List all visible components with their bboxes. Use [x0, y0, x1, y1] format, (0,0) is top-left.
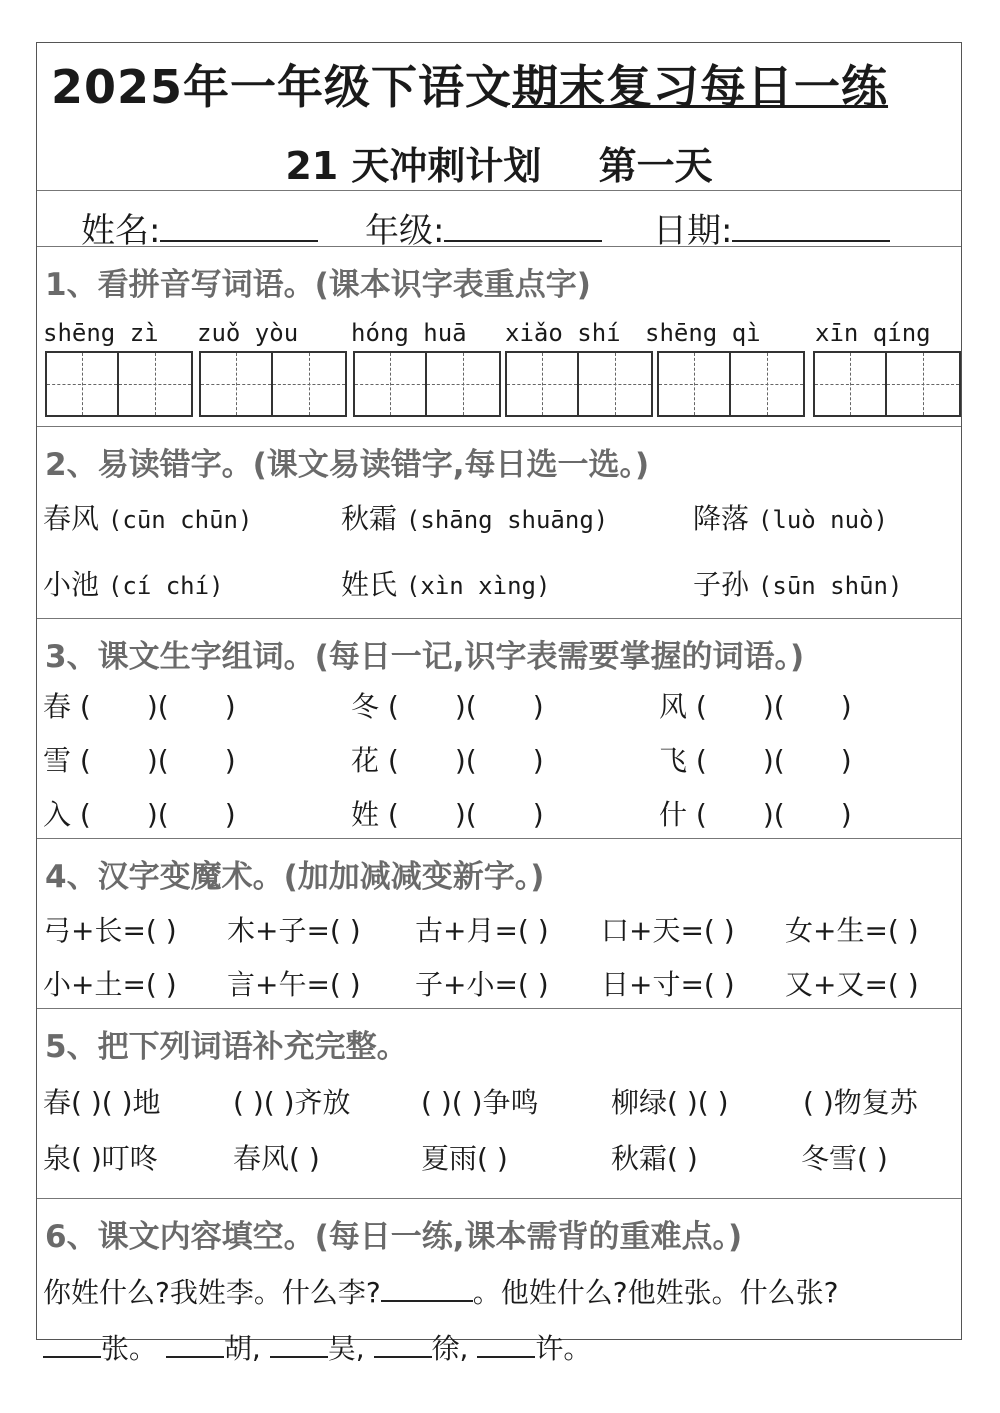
pinyin-6: xīn qíng — [815, 319, 931, 347]
date-label: 日期: — [653, 211, 733, 251]
tian-cell[interactable] — [273, 353, 345, 415]
misread-item — [693, 497, 888, 537]
misread-options[interactable]: (xìn xìng) — [405, 572, 551, 600]
misread-item — [341, 497, 608, 537]
idiom-item[interactable]: 柳绿( )( ) — [611, 1086, 729, 1119]
word-building-item — [659, 685, 852, 725]
section-1 — [37, 247, 961, 427]
word-building-item — [351, 739, 544, 779]
idiom-item[interactable]: 泉( )叮咚 — [43, 1142, 158, 1175]
pinyin-5: shēng qì — [645, 319, 761, 347]
fill-line-1 — [43, 1271, 838, 1311]
worksheet-title — [51, 51, 888, 117]
misread-options[interactable]: (shāng shuāng) — [405, 506, 609, 534]
word-building-item — [43, 739, 236, 779]
section-5-heading: 5、把下列词语补充完整。 — [45, 1029, 408, 1065]
word-char: 姓 — [351, 798, 380, 831]
date-blank[interactable] — [732, 210, 890, 242]
section-2-heading: 2、易读错字。(课文易读错字,每日选一选。) — [45, 447, 650, 483]
plan-label: 21 天冲刺计划 — [285, 144, 542, 188]
day-label: 第一天 — [598, 144, 713, 188]
fill-blank[interactable] — [166, 1330, 224, 1358]
misread-options[interactable]: (luò nuò) — [757, 506, 888, 534]
fill-blank[interactable] — [43, 1330, 101, 1358]
section-2 — [37, 427, 961, 619]
tian-cell[interactable] — [427, 353, 499, 415]
idiom-item[interactable]: ( )( )争鸣 — [421, 1086, 539, 1119]
word-building-item — [351, 685, 544, 725]
idiom-item[interactable]: 春风( ) — [233, 1142, 320, 1175]
word-blanks[interactable]: ( )( ) — [79, 690, 236, 723]
worksheet — [36, 42, 962, 1365]
idiom-item[interactable]: ( )( )齐放 — [233, 1086, 351, 1119]
info-row — [37, 191, 961, 251]
fill-text: 。他姓什么?他姓张。什么张? — [472, 1276, 839, 1309]
word-blanks[interactable]: ( )( ) — [387, 744, 544, 777]
fill-text: 徐, — [431, 1332, 469, 1365]
char-magic-item[interactable]: 女+生=( ) — [785, 914, 919, 947]
idiom-item[interactable]: ( )物复苏 — [803, 1086, 918, 1119]
char-magic-item[interactable]: 又+又=( ) — [785, 968, 919, 1001]
word-char: 什 — [659, 798, 688, 831]
tian-cell[interactable] — [119, 353, 191, 415]
word-building-item — [43, 685, 236, 725]
date-field — [653, 203, 890, 252]
word-blanks[interactable]: ( )( ) — [695, 744, 852, 777]
misread-word: 小池 — [43, 568, 100, 601]
misread-options[interactable]: (cūn chūn) — [107, 506, 253, 534]
tian-grid-3 — [353, 351, 501, 417]
section-6 — [37, 1199, 961, 1365]
section-1-heading: 1、看拼音写词语。(课本识字表重点字) — [45, 267, 591, 303]
char-magic-item[interactable]: 弓+长=( ) — [43, 914, 177, 947]
word-blanks[interactable]: ( )( ) — [387, 798, 544, 831]
misread-word: 秋霜 — [341, 502, 398, 535]
pinyin-3: hóng huā — [351, 319, 467, 347]
idiom-item[interactable]: 夏雨( ) — [421, 1142, 508, 1175]
word-blanks[interactable]: ( )( ) — [387, 690, 544, 723]
name-label: 姓名: — [81, 211, 161, 251]
tian-cell[interactable] — [201, 353, 273, 415]
fill-blank[interactable] — [374, 1330, 432, 1358]
char-magic-item[interactable]: 日+寸=( ) — [601, 968, 735, 1001]
fill-blank[interactable] — [477, 1330, 535, 1358]
tian-grid-1 — [45, 351, 193, 417]
misread-word: 子孙 — [693, 568, 750, 601]
tian-cell[interactable] — [579, 353, 651, 415]
word-building-item — [43, 793, 236, 833]
misread-options[interactable]: (cí chí) — [107, 572, 224, 600]
misread-word: 姓氏 — [341, 568, 398, 601]
misread-item — [341, 563, 550, 603]
fill-text: 张。 — [101, 1332, 158, 1365]
fill-text: 胡, — [223, 1332, 261, 1365]
title-part-a: 2025年一年级下语文 — [51, 60, 513, 114]
section-6-heading: 6、课文内容填空。(每日一练,课本需背的重难点。) — [45, 1219, 743, 1255]
tian-grid-6 — [813, 351, 961, 417]
idiom-item[interactable]: 春( )( )地 — [43, 1086, 161, 1119]
tian-grid-4 — [505, 351, 653, 417]
word-blanks[interactable]: ( )( ) — [79, 798, 236, 831]
tian-grid-2 — [199, 351, 347, 417]
misread-item — [43, 563, 224, 603]
section-3 — [37, 619, 961, 839]
word-char: 飞 — [659, 744, 688, 777]
title-part-b: 期末复习每日一练 — [512, 60, 889, 114]
tian-cell[interactable] — [731, 353, 803, 415]
misread-item — [43, 497, 252, 537]
tian-cell[interactable] — [815, 353, 887, 415]
pinyin-2: zuǒ yòu — [197, 319, 299, 347]
fill-line-2 — [43, 1327, 591, 1367]
section-5 — [37, 1009, 961, 1199]
char-magic-item[interactable]: 木+子=( ) — [227, 914, 361, 947]
tian-cell[interactable] — [659, 353, 731, 415]
name-field — [81, 203, 318, 252]
grade-blank[interactable] — [444, 210, 602, 242]
name-blank[interactable] — [160, 210, 318, 242]
word-building-item — [659, 739, 852, 779]
idiom-item[interactable]: 秋霜( ) — [611, 1142, 698, 1175]
tian-grid-5 — [657, 351, 805, 417]
char-magic-item[interactable]: 古+月=( ) — [415, 914, 549, 947]
subtitle — [37, 135, 961, 190]
word-building-item — [659, 793, 852, 833]
tian-cell[interactable] — [355, 353, 427, 415]
char-magic-item[interactable]: 言+午=( ) — [227, 968, 361, 1001]
word-blanks[interactable]: ( )( ) — [695, 798, 852, 831]
word-char: 花 — [351, 744, 380, 777]
misread-item — [693, 563, 902, 603]
section-3-heading: 3、课文生字组词。(每日一记,识字表需要掌握的词语。) — [45, 639, 805, 675]
word-blanks[interactable]: ( )( ) — [79, 744, 236, 777]
char-magic-item[interactable]: 子+小=( ) — [415, 968, 549, 1001]
word-char: 雪 — [43, 744, 72, 777]
section-4 — [37, 839, 961, 1009]
pinyin-1: shēng zì — [43, 319, 159, 347]
fill-text: 吴, — [327, 1332, 365, 1365]
header — [37, 43, 961, 191]
fill-text: 你姓什么?我姓李。什么李? — [43, 1276, 381, 1309]
pinyin-4: xiǎo shí — [505, 319, 621, 347]
tian-cell[interactable] — [507, 353, 579, 415]
fill-text: 许。 — [535, 1332, 592, 1365]
word-char: 入 — [43, 798, 72, 831]
tian-cell[interactable] — [887, 353, 959, 415]
word-building-item — [351, 793, 544, 833]
word-char: 风 — [659, 690, 688, 723]
grade-label: 年级: — [365, 211, 445, 251]
grade-field — [365, 203, 602, 252]
word-char: 春 — [43, 690, 72, 723]
tian-cell[interactable] — [47, 353, 119, 415]
char-magic-item[interactable]: 小+土=( ) — [43, 968, 177, 1001]
fill-blank[interactable] — [381, 1274, 473, 1302]
misread-options[interactable]: (sūn shūn) — [757, 572, 903, 600]
word-blanks[interactable]: ( )( ) — [695, 690, 852, 723]
fill-blank[interactable] — [270, 1330, 328, 1358]
word-char: 冬 — [351, 690, 380, 723]
idiom-item[interactable]: 冬雪( ) — [801, 1142, 888, 1175]
misread-word: 春风 — [43, 502, 100, 535]
section-4-heading: 4、汉字变魔术。(加加减减变新字。) — [45, 859, 545, 895]
misread-word: 降落 — [693, 502, 750, 535]
char-magic-item[interactable]: 口+天=( ) — [601, 914, 735, 947]
